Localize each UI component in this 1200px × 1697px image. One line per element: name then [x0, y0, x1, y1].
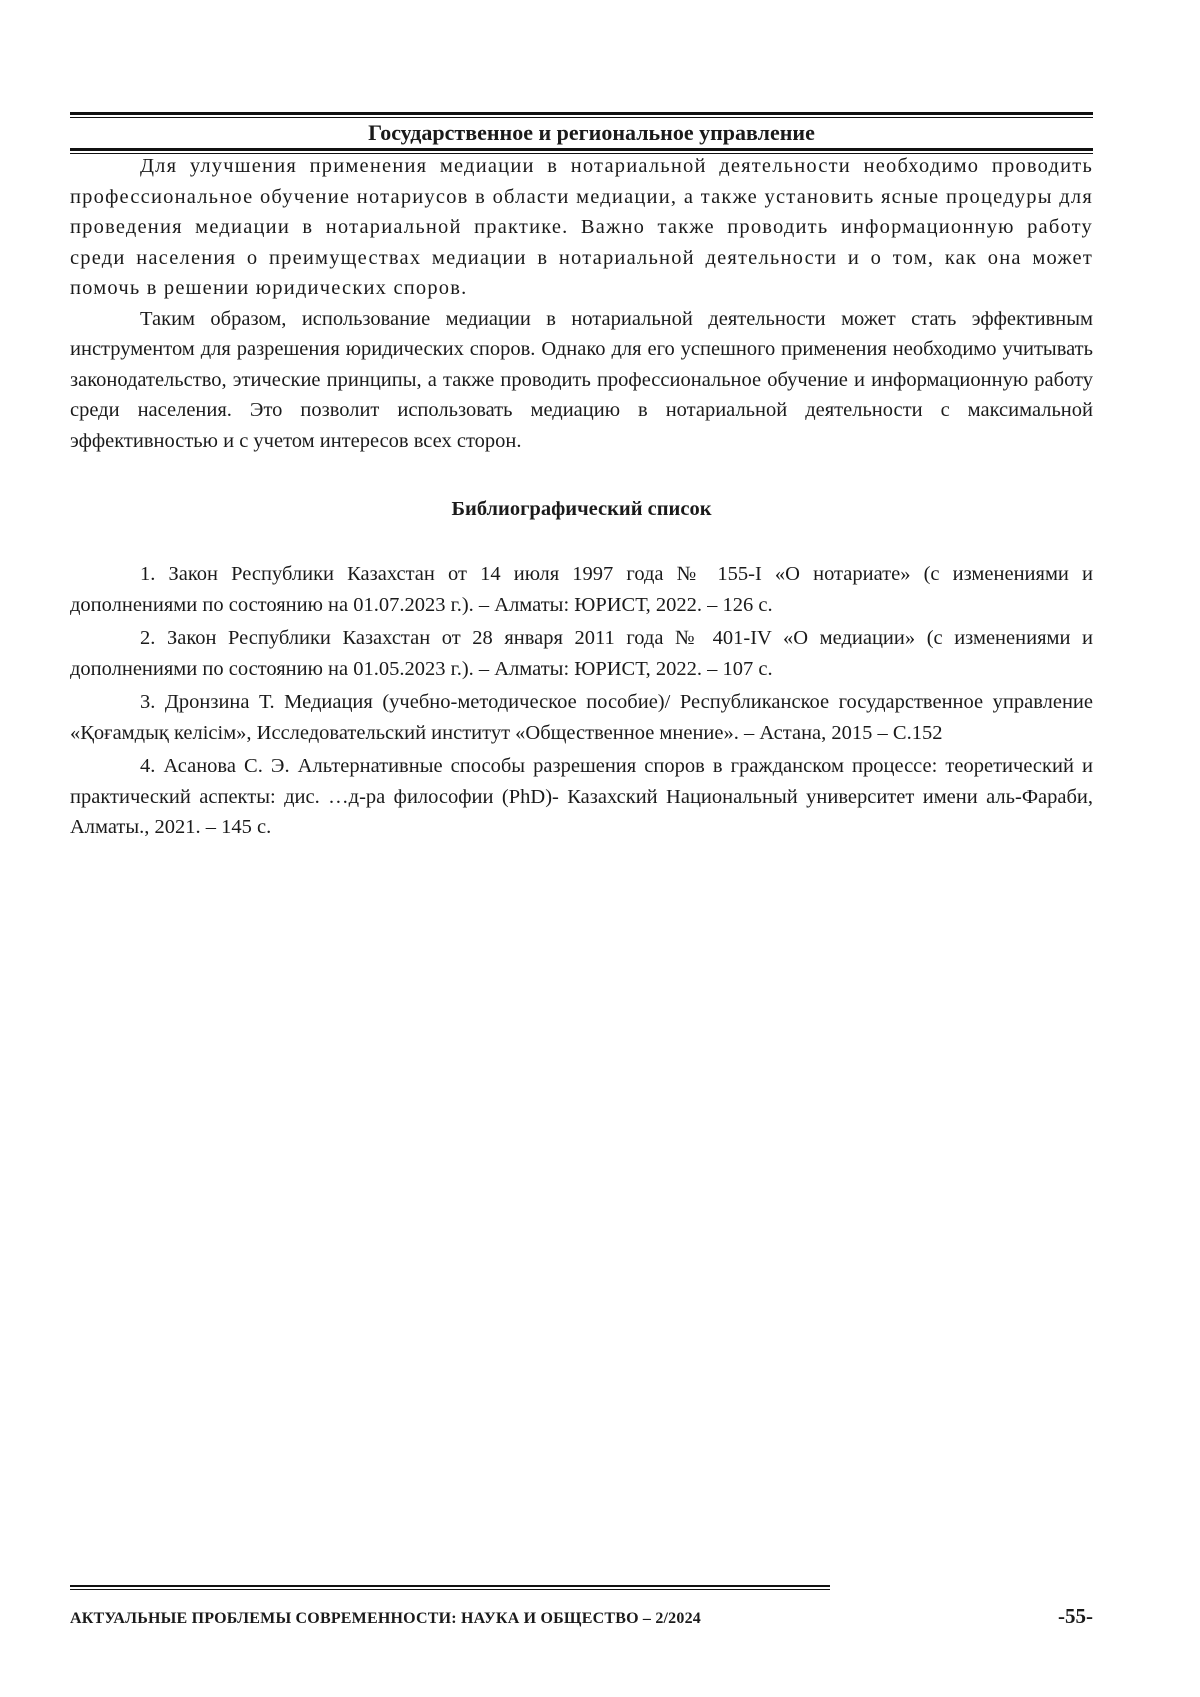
journal-name: АКТУАЛЬНЫЕ ПРОБЛЕМЫ СОВРЕМЕННОСТИ: НАУКА И ОБЩЕСТВО – 2/2024 [70, 1610, 701, 1627]
bibliography-title: Библиографический список [451, 498, 712, 520]
bibliography-item-3: 3. Дронзина Т. Медиация (учебно-методическое пособие)/ Республиканское государственное управление «Қоғамдық келісім», Исследовательский институт «Общественное мнение». – Астана, 2015 – С.152 [70, 691, 1093, 744]
body-paragraph-2: Таким образом, использование медиации в нотариальной деятельности может стать эффективным инструментом для разрешения юридических споров. Однако для его успешного применения необходимо учитывать законодательство, этические принципы, а также проводить профессиональное обучение и информационную работу среди населения. Это позволит использовать медиацию в нотариальной деятельности с максимальной эффективностью и с учетом интересов всех сторон. [70, 307, 1093, 452]
page-footer [70, 1585, 1093, 1629]
running-header [70, 112, 1093, 154]
bibliography-list [70, 559, 1093, 846]
footer-rule-thin [70, 1589, 830, 1590]
bibliography-item-1: 1. Закон Республики Казахстан от 14 июля 1997 года № 155-I «О нотариате» (с изменениями и дополнениями по состоянию на 01.07.2023 г.). – Алматы: ЮРИСТ, 2022. – 126 с. [70, 563, 1093, 616]
header-rule-top [70, 112, 1093, 115]
page-number: -55- [1058, 1604, 1093, 1628]
bibliography-item-2: 2. Закон Республики Казахстан от 28 января 2011 года № 401-IV «О медиации» (с изменениями и дополнениями по состоянию на 01.05.2023 г.). – Алматы: ЮРИСТ, 2022. – 107 с. [70, 627, 1093, 680]
body-paragraph-1: Для улучшения применения медиации в нотариальной деятельности необходимо проводить профессиональное обучение нотариусов в области медиации, а также установить ясные процедуры для проведения медиации в нотариальной практике. Важно также проводить информационную работу среди населения о преимуществах медиации в нотариальной деятельности и о том, как она может помочь в решении юридических споров. [70, 155, 1093, 299]
bibliography-item-4: 4. Асанова С. Э. Альтернативные способы разрешения споров в гражданском процессе: теоретический и практический аспекты: дис. …д-ра философии (PhD)- Казахский Национальный университет имени аль-Фараби, Алматы., 2021. – 145 с. [70, 755, 1093, 838]
article-body [70, 151, 1093, 456]
footer-rule [70, 1585, 830, 1587]
footer-row [70, 1604, 1093, 1629]
section-title: Государственное и региональное управление [368, 120, 815, 145]
